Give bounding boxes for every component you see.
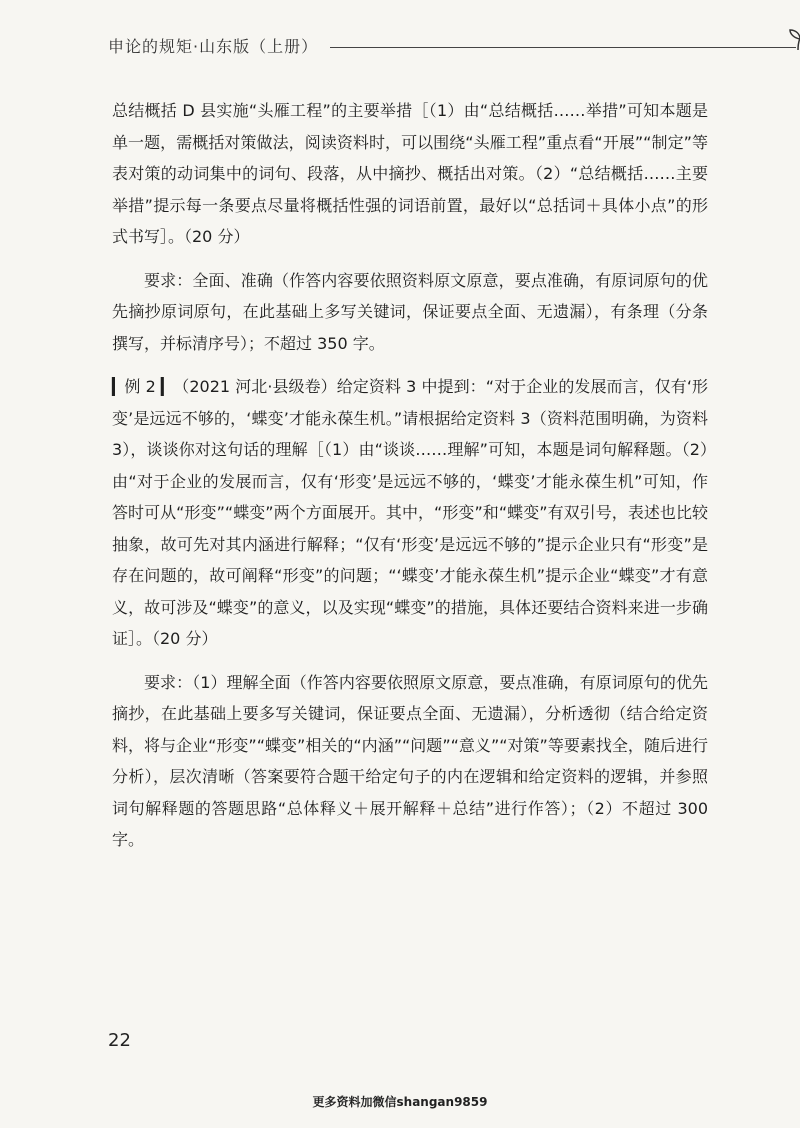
header-rule: [330, 47, 796, 48]
running-header: [108, 32, 718, 62]
paragraph-example-2: ▎例 2 ▎（2021 河北·县级卷）给定资料 3 中提到：“对于企业的发展而言，仅有‘形变’是远远不够的，‘蝶变’才能永葆生机。”请根据给定资料 3（资料范围明确，为资料 3），谈谈你对这句话的理解［（1）由“谈谈……理解”可知，本题是词句解释题。（2）由“对于企业的发展而言，仅有‘形变’是远远不够的，‘蝶变’才能永葆生机”可知，作答时可从“形变”“蝶变”两个方面展开。其中，“形变”和“蝶变”有双引号，表述也比较抽象，故可先对其内涵进行解释；“仅有‘形变’是远远不够的”提示企业只有“形变”是存在问题的，故可阐释“形变”的问题；“‘蝶变’才能永葆生机”提示企业“蝶变”才有意义，故可涉及“蝶变”的意义，以及实现“蝶变”的措施，具体还要结合资料来进一步确证］。（20 分）: [112, 377, 708, 648]
body-text: [112, 95, 708, 868]
header-title: 申论的规矩·山东版（上册）: [108, 37, 319, 56]
page-number: 22: [108, 1030, 131, 1051]
footer-note: 更多资料加微信shangan9859: [312, 1095, 488, 1109]
paragraph-requirements-1: 要求：全面、准确（作答内容要依照资料原文原意，要点准确，有原词原句的优先摘抄原词原句，在此基础上多写关键词，保证要点全面、无遗漏），有条理（分条撰写，并标清序号）；不超过 350 字。: [112, 270, 708, 353]
paragraph-question-1: 总结概括 D 县实施“头雁工程”的主要举措［（1）由“总结概括……举措”可知本题是单一题，需概括对策做法，阅读资料时，可以围绕“头雁工程”重点看“开展”“制定”等表对策的动词集中的词句、段落，从中摘抄、概括出对策。（2）“总结概括……主要举措”提示每一条要点尽量将概括性强的词语前置，最好以“总括词＋具体小点”的形式书写］。（20 分）: [112, 101, 708, 246]
sprout-icon: [786, 26, 800, 56]
paragraph-requirements-2: 要求：（1）理解全面（作答内容要依照原文原意，要点准确，有原词原句的优先摘抄，在此基础上要多写关键词，保证要点全面、无遗漏），分析透彻（结合给定资料，将与企业“形变”“蝶变”相关的“内涵”“问题”“意义”“对策”等要素找全，随后进行分析），层次清晰（答案要符合题干给定句子的内在逻辑和给定资料的逻辑，并参照词句解释题的答题思路“总体释义＋展开解释＋总结”进行作答）；（2）不超过 300 字。: [112, 672, 708, 849]
